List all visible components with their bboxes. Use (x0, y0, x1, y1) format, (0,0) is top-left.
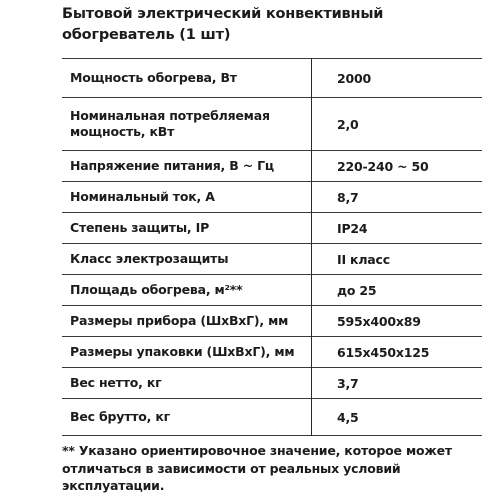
value-cell: II класс (337, 251, 390, 267)
table-row (62, 98, 482, 151)
parameter-cell (62, 399, 312, 436)
parameter-cell (62, 98, 312, 151)
specifications-table (62, 58, 482, 436)
document-title (62, 4, 482, 46)
footnote-line-1: ** Указано ориентировочное значение, которое может (62, 443, 452, 458)
parameter-label: Номинальная потребляемая (70, 108, 270, 123)
value-cell: 2,0 (337, 116, 359, 132)
parameter-cell (62, 337, 312, 368)
parameter-cell (62, 275, 312, 306)
parameter-label: Класс электрозащиты (70, 251, 229, 266)
footnote-line-2: отличаться в зависимости от реальных условий (62, 460, 401, 476)
parameter-label: Вес нетто, кг (70, 375, 162, 390)
table-row (62, 368, 482, 399)
parameter-label: Степень защиты, IP (70, 220, 210, 235)
value-cell: 4,5 (337, 409, 359, 425)
title-line-1: Бытовой электрический конвективный (62, 6, 384, 22)
table-row (62, 151, 482, 182)
value-cell: 2000 (337, 70, 371, 86)
parameter-label: мощность, кВт (70, 124, 175, 139)
parameter-label: Площадь обогрева, м²** (70, 282, 243, 297)
value-cell: 220-240 ~ 50 (337, 158, 429, 174)
table-row (62, 306, 482, 337)
specifications-table-body (62, 59, 482, 436)
parameter-label: Напряжение питания, В ~ Гц (70, 158, 274, 173)
parameter-label: Номинальный ток, А (70, 189, 215, 204)
table-row (62, 59, 482, 98)
value-cell: 8,7 (337, 189, 359, 205)
parameter-cell (62, 182, 312, 213)
value-cell: до 25 (337, 282, 377, 298)
footnote (62, 442, 482, 495)
parameter-cell (62, 306, 312, 337)
table-row (62, 244, 482, 275)
parameter-cell (62, 151, 312, 182)
parameter-cell (62, 244, 312, 275)
parameter-label: Размеры прибора (ШхВхГ), мм (70, 313, 289, 328)
table-row (62, 213, 482, 244)
table-row (62, 399, 482, 436)
value-cell: IP24 (337, 220, 368, 236)
value-cell: 3,7 (337, 375, 359, 391)
table-row (62, 182, 482, 213)
parameter-cell (62, 368, 312, 399)
parameter-cell (62, 213, 312, 244)
parameter-label: Мощность обогрева, Вт (70, 70, 237, 85)
title-line-2: обогреватель (1 шт) (62, 27, 231, 43)
table-row (62, 337, 482, 368)
parameter-cell (62, 59, 312, 98)
value-cell: 615х450х125 (337, 344, 430, 360)
parameter-label: Размеры упаковки (ШхВхГ), мм (70, 344, 295, 359)
value-cell: 595х400х89 (337, 313, 421, 329)
parameter-label: Вес брутто, кг (70, 409, 170, 424)
table-row (62, 275, 482, 306)
footnote-line-3: эксплуатации. (62, 478, 165, 493)
